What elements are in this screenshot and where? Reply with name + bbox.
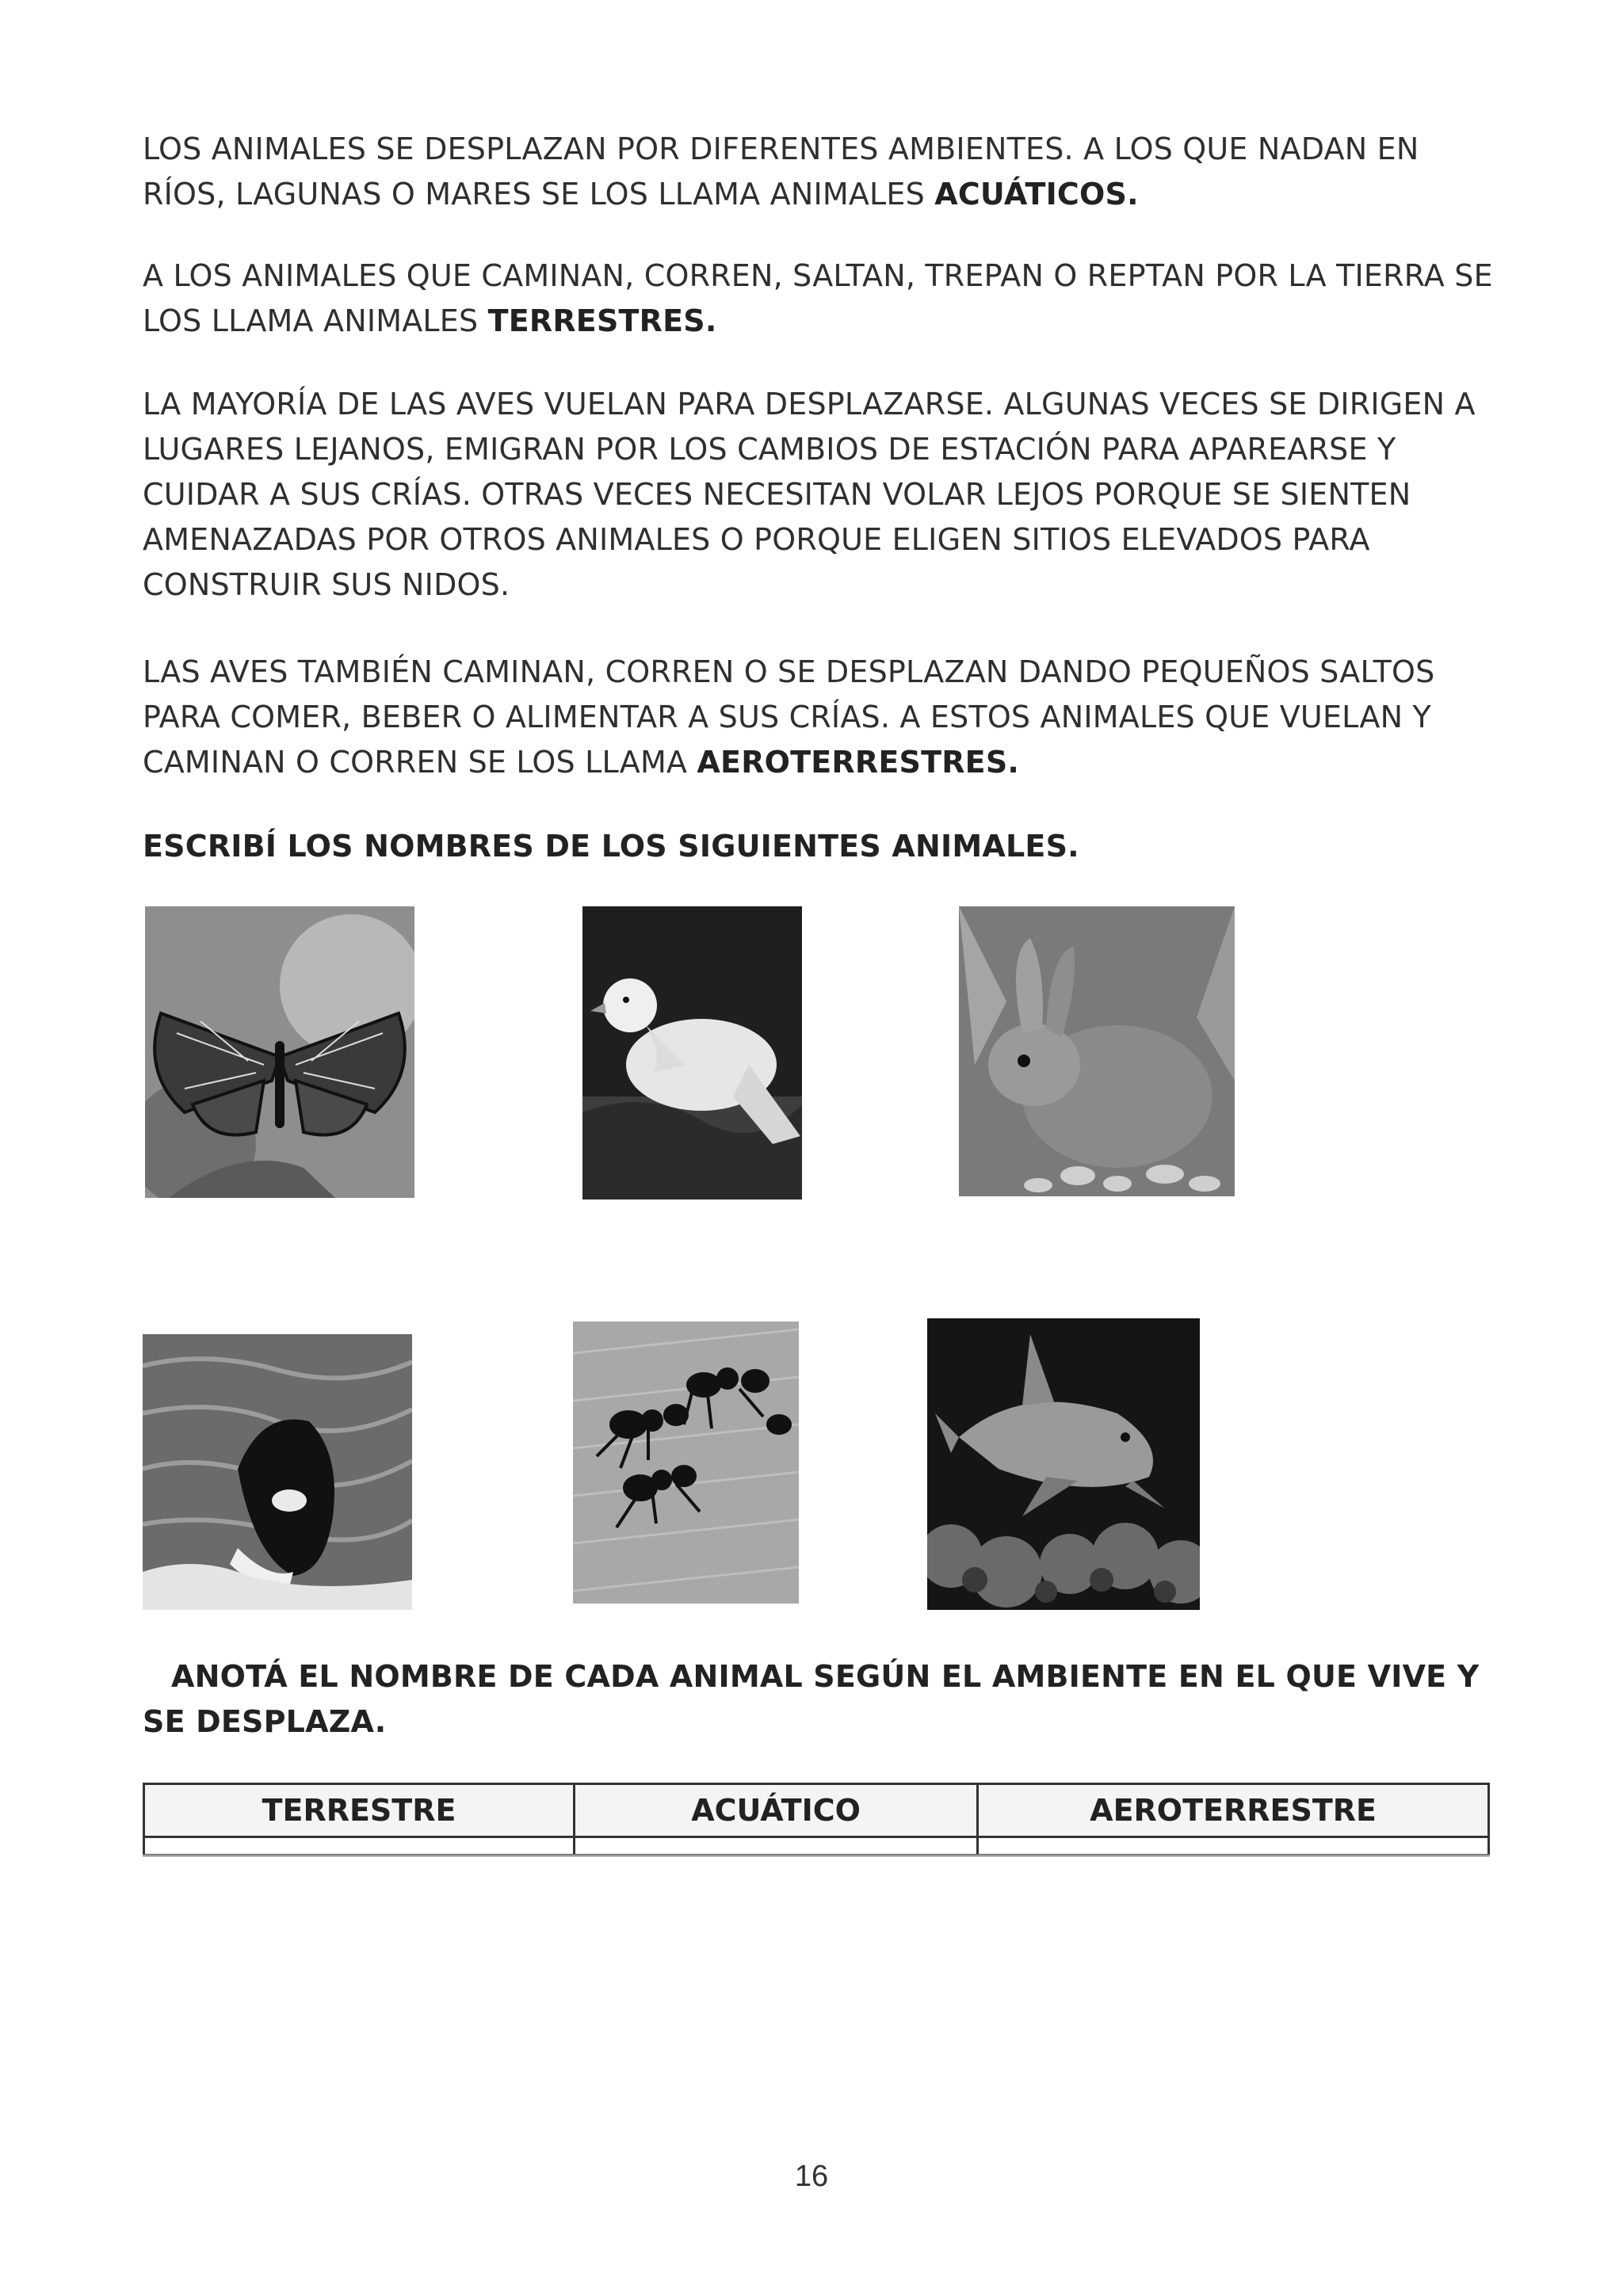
paragraph-birds-walk xyxy=(143,650,1506,785)
page-number: 16 xyxy=(794,2160,829,2193)
shark-photo xyxy=(927,1318,1200,1610)
orca-photo xyxy=(143,1334,412,1610)
instruction-write-names: ESCRIBÍ LOS NOMBRES DE LOS SIGUIENTES ANIMALES. xyxy=(143,829,1079,864)
paragraph-birds-walk-text: LAS AVES TAMBIÉN CAMINAN, CORREN O SE DESPLAZAN DANDO PEQUEÑOS SALTOS PARA COMER, BEBER O ALIMENTAR A SUS CRÍAS. A ESTOS ANIMALES QUE VUELAN Y CAMINAN O CORREN SE LOS LLAMA xyxy=(143,654,1435,780)
table-cell-terrestre[interactable] xyxy=(144,1837,575,1855)
paragraph-birds-fly-text: LA MAYORÍA DE LAS AVES VUELAN PARA DESPLAZARSE. ALGUNAS VECES SE DIRIGEN A LUGARES LEJANOS, EMIGRAN POR LOS CAMBIOS DE ESTACIÓN PARA APAREARSE Y CUIDAR A SUS CRÍAS. OTRAS VECES NECESITAN VOLAR LEJOS PORQUE SE SIENTEN AMENAZADAS POR OTROS ANIMALES O PORQUE ELIGEN SITIOS ELEVADOS PARA CONSTRUIR SUS NIDOS. xyxy=(143,387,1476,602)
table-cell-acuatico[interactable] xyxy=(575,1837,978,1855)
paragraph-terrestrial-text: A LOS ANIMALES QUE CAMINAN, CORREN, SALTAN, TREPAN O REPTAN POR LA TIERRA SE LOS LLAMA ANIMALES xyxy=(143,258,1493,338)
ants-photo xyxy=(573,1322,799,1604)
term-aeroterrestres: AEROTERRESTRES. xyxy=(697,745,1020,780)
table-cell-aeroterrestre[interactable] xyxy=(978,1837,1489,1855)
dove-photo xyxy=(582,906,802,1199)
rabbit-photo xyxy=(959,906,1235,1196)
term-acuaticos: ACUÁTICOS. xyxy=(934,177,1139,212)
paragraph-aquatic-text: LOS ANIMALES SE DESPLAZAN POR DIFERENTES AMBIENTES. A LOS QUE NADAN EN RÍOS, LAGUNAS O MARES SE LOS LLAMA ANIMALES xyxy=(143,132,1419,212)
instruction-classify: ANOTÁ EL NOMBRE DE CADA ANIMAL SEGÚN EL AMBIENTE EN EL QUE VIVE Y SE DESPLAZA. xyxy=(143,1659,1480,1739)
column-terrestre: TERRESTRE xyxy=(144,1784,575,1837)
paragraph-aquatic xyxy=(143,127,1506,217)
paragraph-birds-fly xyxy=(143,382,1506,608)
paragraph-terrestrial xyxy=(143,254,1506,344)
column-acuatico: ACUÁTICO xyxy=(575,1784,978,1837)
butterfly-photo xyxy=(145,906,414,1198)
column-aeroterrestre: AEROTERRESTRE xyxy=(978,1784,1489,1837)
term-terrestres: TERRESTRES. xyxy=(487,303,717,338)
table-row xyxy=(144,1837,1489,1855)
classification-table xyxy=(143,1783,1490,1856)
